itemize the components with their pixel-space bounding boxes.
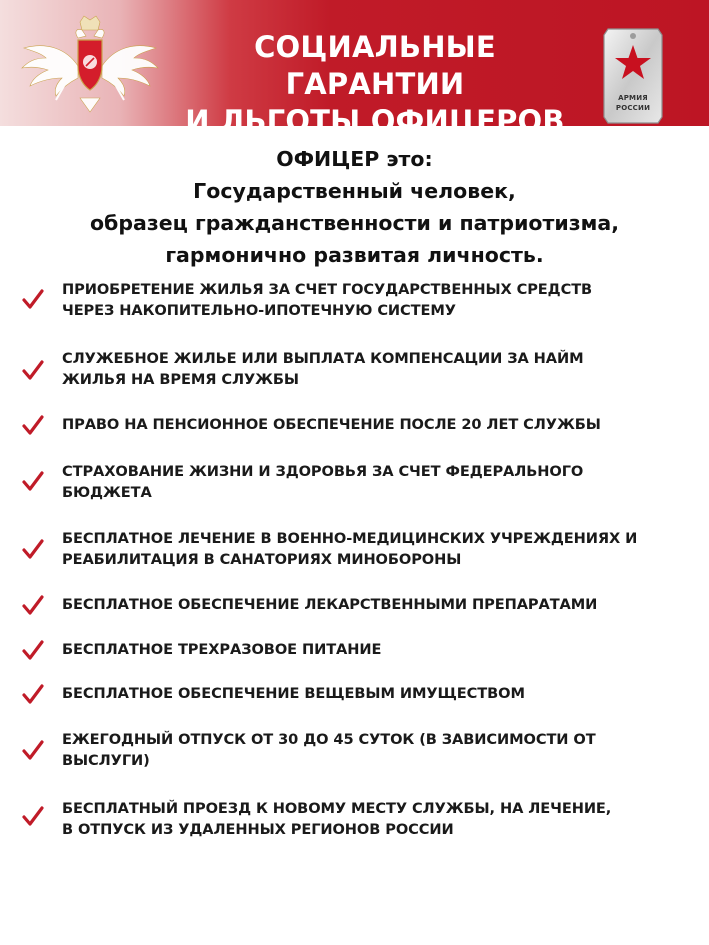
benefit-text: ПРИОБРЕТЕНИЕ ЖИЛЬЯ ЗА СЧЕТ ГОСУДАРСТВЕННЫХ СРЕДСТВ ЧЕРЕЗ НАКОПИТЕЛЬНО-ИПОТЕЧНУЮ СИСТЕМУ — [62, 281, 593, 319]
intro-heading: ОФИЦЕР это: — [276, 147, 433, 171]
benefit-text: ПРАВО НА ПЕНСИОННОЕ ОБЕСПЕЧЕНИЕ ПОСЛЕ 20 ЛЕТ СЛУЖБЫ — [62, 416, 601, 433]
benefit-text: БЕСПЛАТНОЕ ОБЕСПЕЧЕНИЕ ВЕЩЕВЫМ ИМУЩЕСТВОМ — [62, 685, 525, 702]
check-icon — [22, 359, 44, 381]
title-line-1: СОЦИАЛЬНЫЕ ГАРАНТИИ — [254, 30, 496, 101]
check-icon — [22, 288, 44, 310]
defence-eagle-emblem-icon — [16, 8, 164, 122]
benefit-text: БЕСПЛАТНОЕ ТРЕХРАЗОВОЕ ПИТАНИЕ — [62, 641, 382, 658]
badge-label-line-2: РОССИИ — [615, 104, 651, 112]
page-title — [160, 29, 590, 140]
check-icon — [22, 739, 44, 761]
check-icon — [22, 594, 44, 616]
badge-label-line-1: АРМИЯ — [618, 94, 648, 102]
check-icon — [22, 805, 44, 827]
benefit-text: БЕСПЛАТНОЕ ОБЕСПЕЧЕНИЕ ЛЕКАРСТВЕННЫМИ ПРЕПАРАТАМИ — [62, 596, 598, 613]
check-icon — [22, 414, 44, 436]
intro-line-3: образец гражданственности и патриотизма, — [89, 211, 620, 235]
check-icon — [22, 470, 44, 492]
benefit-text: СЛУЖЕБНОЕ ЖИЛЬЕ ИЛИ ВЫПЛАТА КОМПЕНСАЦИИ ЗА НАЙМ ЖИЛЬЯ НА ВРЕМЯ СЛУЖБЫ — [62, 350, 584, 388]
benefit-text: БЕСПЛАТНЫЙ ПРОЕЗД К НОВОМУ МЕСТУ СЛУЖБЫ, НА ЛЕЧЕНИЕ, В ОТПУСК ИЗ УДАЛЕННЫХ РЕГИОНОВ РОССИИ — [62, 800, 612, 838]
intro-line-4: гармонично развитая личность. — [165, 243, 544, 267]
check-icon — [22, 683, 44, 705]
header-banner — [0, 0, 709, 138]
intro-line-2: Государственный человек, — [193, 179, 516, 203]
title-line-2: И ЛЬГОТЫ ОФИЦЕРОВ — [185, 104, 565, 138]
check-icon — [22, 538, 44, 560]
benefit-text: БЕСПЛАТНОЕ ЛЕЧЕНИЕ В ВОЕННО-МЕДИЦИНСКИХ УЧРЕЖДЕНИЯХ И РЕАБИЛИТАЦИЯ В САНАТОРИЯХ МИНОБОРОНЫ — [62, 530, 638, 568]
benefit-text: СТРАХОВАНИЕ ЖИЗНИ И ЗДОРОВЬЯ ЗА СЧЕТ ФЕДЕРАЛЬНОГО БЮДЖЕТА — [62, 463, 584, 501]
check-icon — [22, 639, 44, 661]
officer-definition — [0, 143, 709, 271]
benefit-text: ЕЖЕГОДНЫЙ ОТПУСК ОТ 30 ДО 45 СУТОК (В ЗАВИСИМОСТИ ОТ ВЫСЛУГИ) — [62, 731, 596, 769]
